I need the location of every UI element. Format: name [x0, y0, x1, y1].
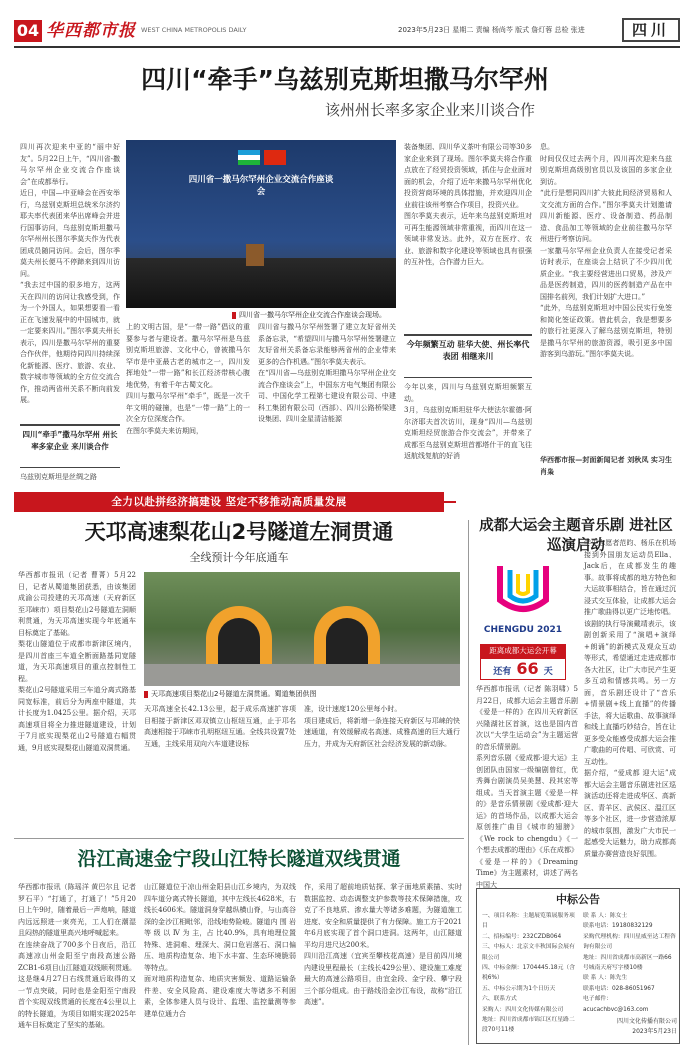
china-flag: [264, 150, 286, 165]
story1-box1-text: 四川“牵手”撒马尔罕州 州长率多家企业 来川谈合作: [22, 430, 118, 451]
universiade-logo: [478, 560, 568, 642]
countdown-days-box: [480, 658, 566, 680]
countdown-unit: 天: [543, 667, 553, 677]
story3-col1: 华西都市报讯（陈瑶洋 黄巴尔且 记者 罗石平）“打通了，打通了！”5月20日上午9时，随着最后一声炮响，隧道内远远照进一束亮光，工人们在潮湿且闷热的隧道里高兴地呼喊起来。 在连续奋战了700多个日夜后，沿江高速凉山州金阳至宁南段高速公路ZCB1-6项目山江隧道双线顺利贯通。这是继4月27日右线贯通后取得的又一节点突破，同时也是金阳至宁南段首个实现双线贯通的长度在4公里以上的特长隧道，为项目如期实现2025年通车目标奠定了坚实的基础。: [18, 883, 136, 1029]
story2-col2: 天邛高速全长42.13公里，起于成乐高速扩容项目相接于新津区邓双镇立山枢纽互通，止于邛名高速相接于邛崃市孔明枢纽互通。全线共设置7处互通，主线采用双向六车道建设标: [144, 705, 296, 748]
header-rule: [14, 46, 680, 48]
story1-col1: 四川再次迎来中亚的“丽中好友”。5月22日上午，“四川省-撒马尔罕州企业交流合作座谈会”在成都举行。 近日，中国—中亚峰会在西安举行，乌兹别克斯坦总统米尔济约耶夫率代表团来华出席峰会并进行国事访问，乌兹别克斯坦撒马尔罕州州长图尔季莫夫作为代表团成员随同访问。会后，图尔季莫夫州长便马不停蹄来到四川访问。 “我去过中国的很多地方，这两天在四川的访问让我感受到，作为一个外国人，如果想要看一看正在飞速发展中的中国城市，就一定要来四川。”图尔季莫夫州长表示，四川是撒马尔罕州的重要合作伙伴，他期待同四川持续深化新能源、医疗、旅游、农业、数字城市等领域的全方位交流合作，推动两省州关系不断向前发展。: [20, 143, 120, 404]
story1-box1: [20, 424, 120, 468]
tender-notice: [476, 888, 680, 1044]
story3-col3: 作，采用了超前地质钻探、掌子面地质素描、实时数据监控、动态调整支护参数等技术保障措施，攻克了不良地质、渗水量大等诸多难题，为隧道施工进度、安全和质量提供了有力保障。施工方于2021年6月底实现了首个洞口进洞。这两年，山江隧道平均月进尺达200米。 四川沿江高速（宜宾至攀枝花高速）是目前四川境内建设里程最长（主线长429公里）、建设施工难度最大的高速公路项目，由宜金段、金宁段、攀宁段三个部分组成。由于路线沿金沙江布设，故称“沿江高速”。: [304, 883, 462, 1006]
tender-notice-title: 中标公告: [556, 893, 600, 906]
story2-col3: 准，设计速度120公里每小时。 项目建成后，将新增一条连接天府新区与邛崃的快速通道，有效缓解成名高速、成雅高速的巨大通行压力，并成为天府新区社会经济发展的新动脉。: [304, 705, 460, 748]
caption-marker: [144, 691, 148, 698]
tender-notice-signer: 四川文化传播有限公司: [616, 1018, 677, 1025]
banner-rule: [444, 501, 456, 503]
countdown-days: 66: [516, 659, 539, 678]
tunnel-opening-left: [218, 618, 260, 664]
stage-podium: [246, 244, 264, 266]
story1-subhead: 该州州长率多家企业来川谈合作: [324, 101, 535, 119]
campaign-banner-text: 全力以赴拼经济搞建设 坚定不移推动高质量发展: [111, 496, 347, 508]
story4-headline: 成都大运会主题音乐剧 进社区巡演启动: [479, 518, 673, 554]
tender-notice-left: 一、项目名称：主题展览策展服务项目 二、招标编号：232CZDB064 三、中标人：北京文丰秋国际会展有限公司 四、中标金额：1704445.18元（含税6%） 五、中标公示期为1个日历天 六、联系方式 采购人：四川文化传媒有限公司 地址：四川省成都市锦江区红星路二段70号11楼: [482, 913, 576, 1034]
story1-col4-tail: 今年以来，四川与乌兹别克斯坦频繁互动。 3月，乌兹别克斯坦驻华大使法尔霍德·阿尔济耶夫首次访川，现身“四川—乌兹别克斯坦经贸旅游合作交流会”，并带来了成都至乌兹别克斯坦首都塔什干的直飞往返航线复航的好消: [404, 383, 532, 460]
story1-box2: [404, 334, 532, 378]
story1-col5: 息。 时间仅仅过去两个月，四川再次迎来乌兹别克斯坦高级别官员以及该国的多家企业到访。 “此行是想同四川扩大彼此间经济贸易和人文交流方面的合作。”图尔季莫夫计划邀请四川新能源、医疗、设备制造、药品制造、食品加工等领域的企业前往撒马尔罕州进行考察访问。 一家撒马尔罕州企业负责人在接受记者采访时表示，在座谈会上结识了不少四川优质企业。“我主要经营进出口贸易，涉及产品是医药制造，四川的医药制造产品在中国排名前列，我们计划扩大进口。” “此外，乌兹别克斯坦对中国公民实行免签和简化签证政策。借此机会，我是想要多的旅行社更深入了解乌兹别克斯坦，特别是撒马尔罕州的旅游资源，吸引更多中国游客到乌游玩。”图尔季莫夫说。: [540, 143, 672, 358]
newspaper-brand: 华西都市报: [46, 21, 136, 41]
newspaper-brand-en: WEST CHINA METROPOLIS DAILY: [141, 26, 247, 34]
story1-col4: 装备集团、四川华义茶叶有限公司等30多家企业来到了现场。图尔季莫夫将合作重点放在了经贸投资领域，抓住与企业面对面的机会，介绍了近年来撒马尔罕州优化投资营商环境的具体措施，并欢迎四川企业前往该州考察合作项目，投资兴业。 图尔季莫夫表示，近年来乌兹别克斯坦对可再生能源领域非常重视，而四川在这一领域非常发达。此外，双方在医疗、农业、旅游和数字化建设等领域也具有很强的互补性，合作潜力巨大。: [404, 143, 532, 266]
story2-photo-caption-text: 天邛高速项目梨花山2号隧道左洞贯通。蜀道集团供图: [151, 690, 317, 698]
campaign-banner: [14, 492, 444, 512]
date-line: 2023年5月23日 星期二 责编 杨尚芩 版式 詹灯蓉 总检 张进: [398, 26, 585, 34]
page-number: 04: [14, 20, 42, 42]
story2-subhead: 全线预计今年底通车: [189, 551, 289, 564]
story3-headline: 沿江高速金宁段山江特长隧道双线贯通: [77, 848, 401, 870]
tunnel-opening-right: [326, 618, 368, 664]
story2-col1: 华西都市报讯（记者 曹菁）5月22日，记者从蜀道集团获悉，由该集团成渝公司投建的天邛高速（天府新区至邛崃市）项目梨花山2号隧道左洞顺利贯通，为天邛高速实现今年底通车目标奠定了基础。 梨花山隧道位于成都市新津区境内，是四川首座三车道全断面路基同宽隧道，为天邛高速项目的重点控制性工程。 梨花山2号隧道采用三车道分离式路基同宽标准，前后分为两座中隧道，共计长度为1.0425公里。据介绍，天邛高速项目将全力推进隧道建设，计划于7月底实现梨花山2号隧道右幅贯通，9月底实现梨花山隧道双洞贯通。: [18, 571, 136, 752]
story1-headline: 四川“牵手”乌兹别克斯坦撒马尔罕州: [141, 65, 549, 94]
caption-marker: [232, 312, 236, 319]
tender-notice-right: 联 系 人：陈女士 联系电话：19180832129 采购代理机构：四川星威至达工程咨询有限公司 地址：四川省成都市高新区一路66号城南天府写字楼10楼 联 系 人：陈先生 联系电话：028-86051967 电子邮件：acucachbvc@163.com: [583, 913, 676, 1013]
tender-notice-date: 2023年5月23日: [632, 1028, 677, 1035]
uzbekistan-flag: [238, 150, 260, 165]
story1-box2-text: 今年频繁互动 驻华大使、州长率代表团 相继来川: [406, 340, 530, 361]
column-divider: [468, 520, 469, 1045]
road-surface: [144, 664, 460, 686]
story2-headline: 天邛高速梨花山2号隧道左洞贯通: [84, 520, 394, 544]
photo-stage-title: 四川省一撒马尔罕州企业交流合作座谈会: [188, 175, 334, 197]
story1-col3: 四川省与撒马尔罕州签署了建立友好省州关系备忘录，“希望四川与撒马尔罕州签署建立友好省州关系备忘录能够两省州的企业带来更多的合作机遇。”图尔季莫夫表示。 在“四川省—乌兹别克斯坦撒马尔罕州企业交流合作座谈会”上，中国东方电气集团有限公司、中国化学工程第七建设有限公司、中建科工集团有限公司（西部）、四川公路桥梁建设集团、四川金星清洁能源: [258, 323, 396, 423]
section-label: 四川: [622, 18, 680, 42]
story2-photo-caption: [144, 688, 460, 700]
story4-col-right: 学生志愿者范昀、杨乐在机场接到外国朋友运动员Ella、Jack后，在成都发生的趣事。故事将成都的地方特色和大运故事相结合，旨在通过沉浸式交互体验，让成都大运会推广歌曲得以更广泛地传唱。 该剧的执行导演戴靖表示，该剧创新采用了“演唱+演绎+朗诵”的新模式及观众互动等形式，希望通过走进成都市各大社区，让广大市民产生更多互动和情感共鸣。另一方面，音乐剧还设计了“音乐+情景剧+线上直播”的传播手法，将大运歌曲、故事演绎和线上直播巧妙结合，旨在让更多受众能感受成都大运会推广歌曲的可传唱、可欣赏、可互动性。 据介绍，“爱成都 迎大运”成都大运会主题音乐剧进社区巡演活动还将走进成华区、高新区、青羊区、武侯区、温江区等多个社区，进一步营造浓厚的城市氛围，激发广大市民一起感受大运魅力，助力成都高质量办赛营造良好氛围。: [584, 539, 676, 858]
story4-col-left: 华西都市报讯（记者 陈羽啸）5月22日，成都大运会主题音乐剧《爱是一样的》在四川天府新区兴隆湖社区首演，这也是国内首次以“大学生运动会”为主题运营的音乐情景剧。 系列音乐剧《爱成都·迎大运》主创团队由国家一级编剧曾红，优秀舞台剧演员吴美慧、段其宏等组成。当天首演主题《爱是一样的》是音乐情景剧《爱成都·迎大运》的首场作品，以成都大运会原创推广曲目《城市的翅膀》《We rock to chengdu》《一个想去成都的理由》《乐在成都》《爱是一样的》《Dreaming Time》为主题素材，讲述了两名中国大: [476, 685, 578, 889]
story1-col2: 上的文明古国，是“一带一路”倡议的重要参与者与建设者。撒马尔罕州是乌兹别克斯坦旅游、文化中心，曾被撒马尔罕市是中亚最古老的城市之一，四川发挥地处“一带一路”和长江经济带核心腹地优势，有着千年古蜀文化。 四川与撒马尔罕州“牵手”，既是一次千年文明的碰撞，也是“一带一路”上的一次全方位深度合作。 在图尔季莫夫来访期间，: [126, 323, 250, 435]
universiade-emblem-icon: [478, 560, 568, 622]
story1-col1-tail: 乌兹别克斯坦是丝绸之路: [20, 473, 97, 481]
story1-photo-caption-text: 四川省一撒马尔罕州企业交流合作座谈会现场。: [239, 311, 386, 319]
countdown-label: 还有: [493, 667, 512, 677]
story3-col2: 山江隧道位于凉山州金阳县山江乡境内，为双线四车道分离式特长隧道，其中左线长4628米，右线长4606米。隧道洞身穿越纵横山脊，与山高谷深的金沙江相毗邻，沿线地势险峻。隧道内 围 岩 等 级 以 Ⅳ 为 主，占 比40.9%，具有地理位置特殊、进洞难、埋深大、洞口危岩落石、洞口偏压、地质构造复杂、地下水丰富、生态环境脆弱等特点。 面对地质构造复杂、地质灾害频发、道路运输条件差、安全风险高、建设难度大等诸多不利困素，全体参建人员与设计、监理、监控量测等参建单位通力合: [144, 883, 296, 1018]
story1-byline: 华西都市报—封面新闻记者 刘秋凤 实习生 肖枭: [540, 456, 672, 476]
countdown-badge: [480, 644, 566, 658]
story1-photo: [126, 140, 396, 308]
story2-bottom-rule: [14, 838, 464, 839]
story1-photo-caption: [232, 309, 396, 321]
story2-photo: [144, 572, 460, 686]
countdown-top-text: 距离成都大运会开幕: [489, 646, 557, 655]
universiade-logo-text: CHENGDU 2021: [483, 625, 563, 635]
